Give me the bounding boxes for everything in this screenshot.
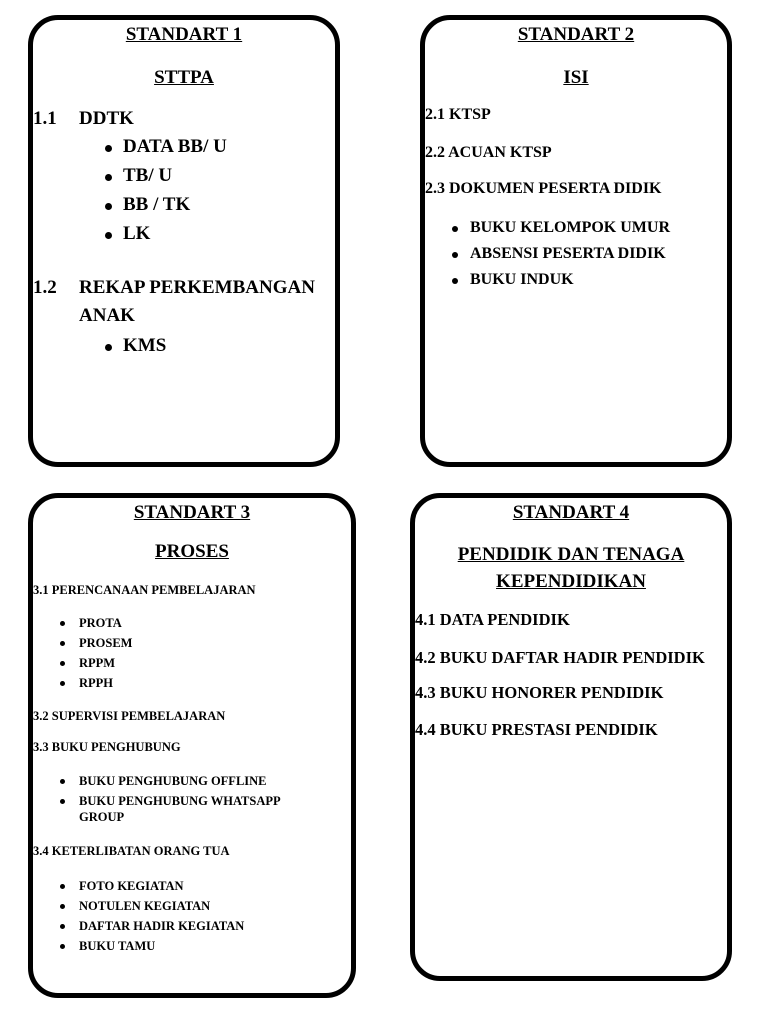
standart-1-heading: STANDART 1	[125, 24, 243, 45]
list-item: FOTO KEGIATAN	[33, 878, 244, 898]
item-4-2: 4.2 BUKU DAFTAR HADIR PENDIDIK	[415, 648, 705, 667]
section-3-3: 3.3 BUKU PENGHUBUNG	[33, 740, 181, 754]
item-2-1: 2.1 KTSP	[425, 106, 491, 123]
section-1-1-list	[33, 132, 227, 248]
section-1-2-title-line2: ANAK	[79, 305, 135, 326]
item-4-3: 4.3 BUKU HONORER PENDIDIK	[415, 683, 664, 702]
standart-3-subheading: PROSES	[155, 541, 229, 562]
section-1-1-number: 1.1	[33, 108, 57, 129]
list-item: RPPH	[33, 675, 132, 695]
section-3-2: 3.2 SUPERVISI PEMBELAJARAN	[33, 709, 226, 723]
list-item: ABSENSI PESERTA DIDIK	[425, 241, 670, 267]
standart-1-card	[28, 15, 340, 467]
list-item: BUKU INDUK	[425, 267, 670, 293]
list-item: BUKU TAMU	[33, 938, 244, 958]
section-1-1	[33, 108, 333, 134]
standart-3-card	[28, 493, 356, 998]
section-1-2-list	[33, 331, 166, 360]
section-3-1-list	[33, 615, 132, 695]
list-item: BB / TK	[33, 190, 227, 219]
item-4-4: 4.4 BUKU PRESTASI PENDIDIK	[415, 720, 658, 739]
standart-4-heading: STANDART 4	[512, 502, 630, 523]
list-item: KMS	[33, 331, 166, 360]
section-1-2	[33, 277, 333, 303]
list-item: NOTULEN KEGIATAN	[33, 898, 244, 918]
list-item: TB/ U	[33, 161, 227, 190]
standart-1-subheading: STTPA	[154, 67, 214, 88]
list-item: DATA BB/ U	[33, 132, 227, 161]
list-item: BUKU PENGHUBUNG WHATSAPP GROUP	[33, 793, 307, 827]
standart-4-subheading: PENDIDIK DAN TENAGA KEPENDIDIKAN	[457, 544, 685, 592]
section-3-4-list	[33, 878, 244, 958]
list-item: PROTA	[33, 615, 132, 635]
standart-4-card	[410, 493, 732, 981]
list-item: DAFTAR HADIR KEGIATAN	[33, 918, 244, 938]
standart-2-heading: STANDART 2	[517, 24, 635, 45]
section-1-2-number: 1.2	[33, 277, 57, 298]
list-item: PROSEM	[33, 635, 132, 655]
item-2-2: 2.2 ACUAN KTSP	[425, 144, 552, 161]
standart-2-card	[420, 15, 732, 467]
section-3-1: 3.1 PERENCANAAN PEMBELAJARAN	[33, 583, 256, 597]
item-2-3-list	[425, 215, 670, 293]
section-1-2-title-line1: REKAP PERKEMBANGAN	[79, 277, 315, 298]
standart-3-heading: STANDART 3	[133, 502, 251, 523]
section-3-4: 3.4 KETERLIBATAN ORANG TUA	[33, 844, 230, 858]
item-2-3: 2.3 DOKUMEN PESERTA DIDIK	[425, 180, 662, 197]
standart-2-subheading: ISI	[563, 67, 589, 88]
section-1-1-title: DDTK	[79, 108, 134, 129]
list-item: RPPM	[33, 655, 132, 675]
item-4-1: 4.1 DATA PENDIDIK	[415, 610, 570, 629]
list-item: BUKU KELOMPOK UMUR	[425, 215, 670, 241]
list-item: LK	[33, 219, 227, 248]
section-3-3-list	[33, 773, 307, 827]
list-item: BUKU PENGHUBUNG OFFLINE	[33, 773, 307, 793]
